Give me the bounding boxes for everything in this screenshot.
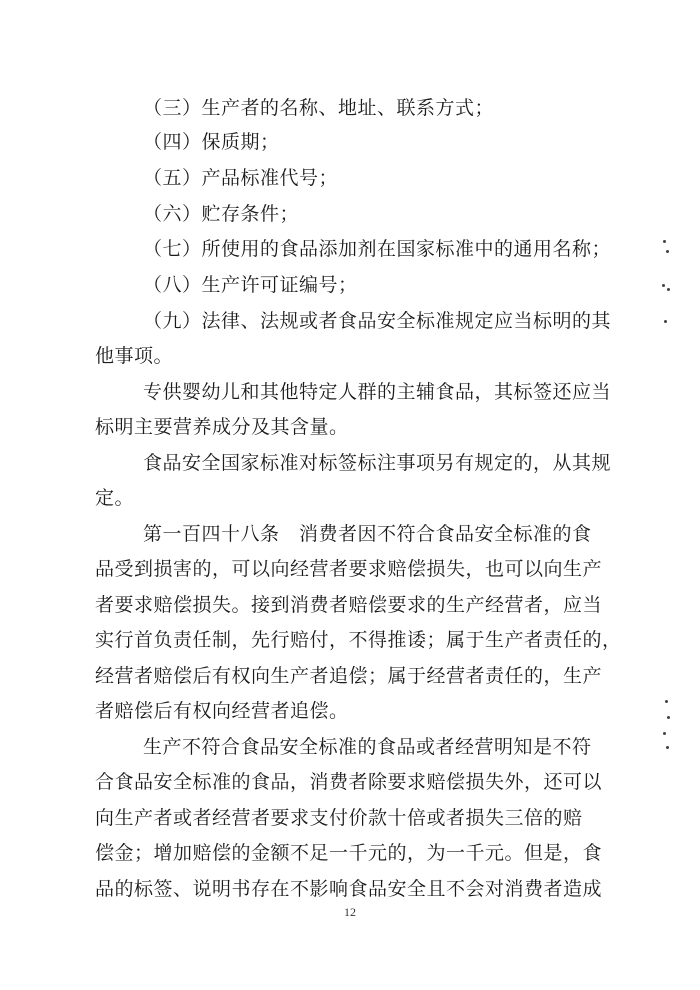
item-eight-text: （八）生产许可证编号； — [143, 274, 358, 296]
article-148-line: 者要求赔偿损失。接到消费者赔偿要求的生产经营者，应当 — [95, 594, 603, 616]
item-five-text: （五）产品标准代号； — [143, 167, 339, 189]
scan-mark — [664, 320, 667, 323]
paragraph-infant-food-cont: 标明主要营养成分及其含量。 — [95, 416, 349, 438]
scan-mark — [666, 250, 669, 253]
article-148-line: 实行首负责任制，先行赔付，不得推诿；属于生产者责任的， — [95, 629, 622, 651]
paragraph-compensation: 生产不符合食品安全标准的食品或者经营明知是不符 — [143, 736, 592, 758]
paragraph-compensation-line: 品的标签、说明书存在不影响食品安全且不会对消费者造成 — [95, 878, 603, 900]
item-seven-text: （七）所使用的食品添加剂在国家标准中的通用名称； — [143, 238, 612, 260]
paragraph-national-standard-cont: 定。 — [95, 487, 135, 509]
paragraph-compensation-line: 向生产者或者经营者要求支付价款十倍或者损失三倍的赔 — [95, 807, 583, 829]
article-148-line: 者赔偿后有权向经营者追偿。 — [95, 700, 349, 722]
item-nine-continued: 他事项。 — [95, 345, 174, 367]
scan-mark — [663, 240, 666, 243]
page-number: 12 — [344, 905, 356, 919]
item-four-text: （四）保质期； — [143, 131, 280, 153]
paragraph-infant-food: 专供婴幼儿和其他特定人群的主辅食品，其标签还应当 — [143, 381, 612, 403]
article-148-heading-line: 第一百四十八条 消费者因不符合食品安全标准的食 — [143, 523, 592, 545]
item-three-text: （三）生产者的名称、地址、联系方式； — [143, 97, 495, 119]
article-148-line: 经营者赔偿后有权向生产者追偿；属于经营者责任的，生产 — [95, 665, 603, 687]
article-148-line: 品受到损害的，可以向经营者要求赔偿损失，也可以向生产 — [95, 558, 603, 580]
scan-mark — [667, 716, 670, 719]
scan-mark — [667, 288, 670, 291]
paragraph-compensation-line: 偿金；增加赔偿的金额不足一千元的，为一千元。但是，食 — [95, 842, 603, 864]
paragraph-compensation-line: 合食品安全标准的食品，消费者除要求赔偿损失外，还可以 — [95, 771, 603, 793]
item-nine-text: （九）法律、法规或者食品安全标准规定应当标明的其 — [143, 310, 612, 332]
scan-mark — [666, 746, 669, 749]
scan-mark — [662, 284, 665, 287]
paragraph-national-standard: 食品安全国家标准对标签标注事项另有规定的，从其规 — [143, 452, 612, 474]
scan-mark — [663, 732, 666, 735]
scan-mark — [665, 700, 668, 703]
item-six-text: （六）贮存条件； — [143, 203, 300, 225]
